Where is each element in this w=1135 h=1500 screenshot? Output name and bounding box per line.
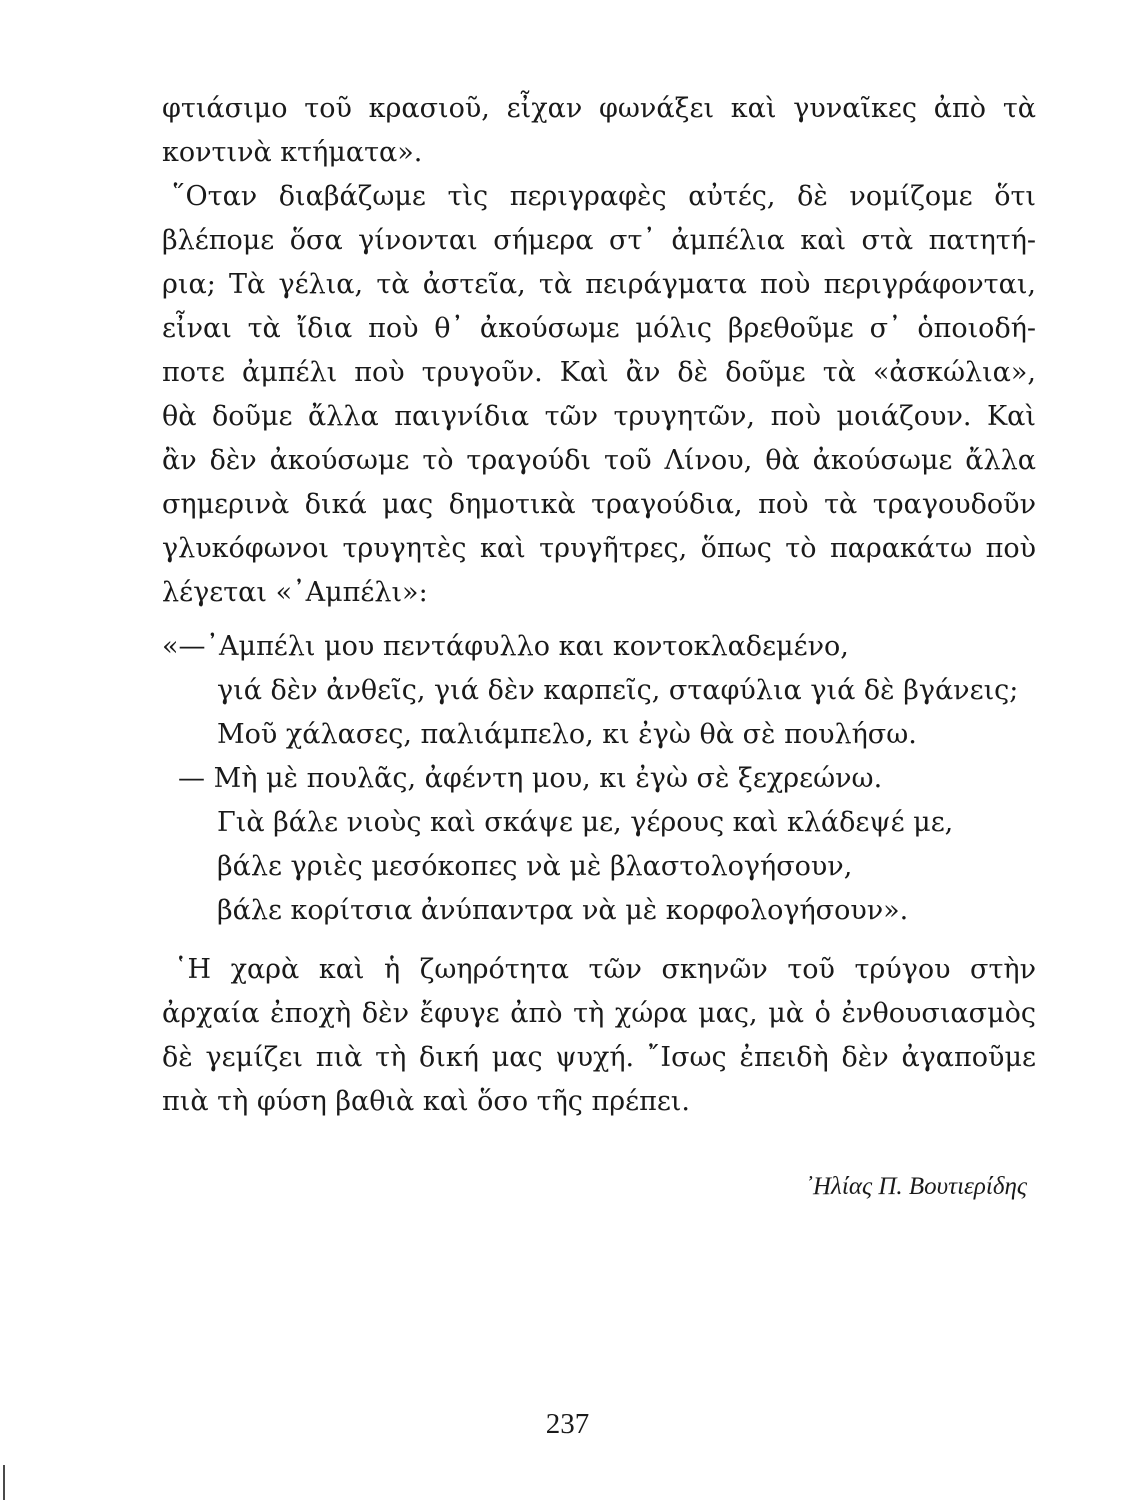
text-line: εἶναι τὰ ἴδια ποὺ θ᾽ ἀκούσωμε μόλις βρεθοῦμε σ᾽ ὁποιοδή-: [162, 313, 1036, 344]
text-line: κοντινὰ κτήματα».: [162, 137, 423, 168]
poem-line: — Μὴ μὲ πουλᾶς, ἀφέντη μου, κι ἐγὼ σὲ ξεχρεώνω.: [178, 763, 883, 794]
poem-line: βάλε κορίτσια ἀνύπαντρα νὰ μὲ κορφολογήσουν».: [217, 895, 909, 926]
author-signature: ᾽Ηλίας Π. Βουτιερίδης: [804, 1173, 1027, 1200]
poem-line: Μοῦ χάλασες, παλιάμπελο, κι ἐγὼ θὰ σὲ πουλήσω.: [217, 719, 917, 750]
text-line: δὲ γεμίζει πιὰ τὴ δική μας ψυχή. ῎Ισως ἐπειδὴ δὲν ἀγαποῦμε: [162, 1042, 1036, 1073]
scan-edge-mark: [3, 1465, 5, 1500]
text-line: φτιάσιμο τοῦ κρασιοῦ, εἶχαν φωνάξει καὶ γυναῖκες ἀπὸ τὰ: [162, 93, 1036, 124]
text-line: ῞Οταν διαβάζωμε τὶς περιγραφὲς αὐτές, δὲ νομίζομε ὅτι: [172, 181, 1036, 212]
poem-line: βάλε γριὲς μεσόκοπες νὰ μὲ βλαστολογήσουν,: [217, 851, 853, 882]
text-line: ῾Η χαρὰ καὶ ἡ ζωηρότητα τῶν σκηνῶν τοῦ τρύγου στὴν: [174, 954, 1036, 985]
text-line: γλυκόφωνοι τρυγητὲς καὶ τρυγῆτρες, ὅπως τὸ παρακάτω ποὺ: [162, 533, 1036, 564]
text-line: θὰ δοῦμε ἄλλα παιγνίδια τῶν τρυγητῶν, ποὺ μοιάζουν. Καὶ: [162, 401, 1036, 432]
poem-line: γιά δὲν ἀνθεῖς, γιά δὲν καρπεῖς, σταφύλια γιά δὲ βγάνεις;: [217, 675, 1019, 706]
text-line: ρια; Τὰ γέλια, τὰ ἀστεῖα, τὰ πειράγματα ποὺ περιγράφονται,: [162, 269, 1036, 300]
text-line: ποτε ἀμπέλι ποὺ τρυγοῦν. Καὶ ἂν δὲ δοῦμε τὰ «ἀσκώλια»,: [162, 357, 1036, 388]
text-line: πιὰ τὴ φύση βαθιὰ καὶ ὅσο τῆς πρέπει.: [162, 1086, 690, 1117]
text-line: ἀρχαία ἐποχὴ δὲν ἔφυγε ἀπὸ τὴ χώρα μας, μὰ ὁ ἐνθουσιασμὸς: [162, 998, 1036, 1029]
poem-line: Γιὰ βάλε νιοὺς καὶ σκάψε με, γέρους καὶ κλάδεψέ με,: [217, 807, 954, 838]
text-line: σημερινὰ δικά μας δημοτικὰ τραγούδια, ποὺ τὰ τραγουδοῦν: [162, 489, 1036, 520]
poem-line: «—᾽Αμπέλι μου πεντάφυλλο και κοντοκλαδεμένο,: [162, 631, 849, 662]
text-line: λέγεται «᾽Αμπέλι»:: [162, 577, 428, 608]
page-number: 237: [545, 1408, 590, 1440]
text-line: ἂν δὲν ἀκούσωμε τὸ τραγούδι τοῦ Λίνου, θὰ ἀκούσωμε ἄλλα: [162, 445, 1036, 476]
text-line: βλέπομε ὅσα γίνονται σήμερα στ᾽ ἀμπέλια καὶ στὰ πατητή-: [162, 225, 1036, 256]
